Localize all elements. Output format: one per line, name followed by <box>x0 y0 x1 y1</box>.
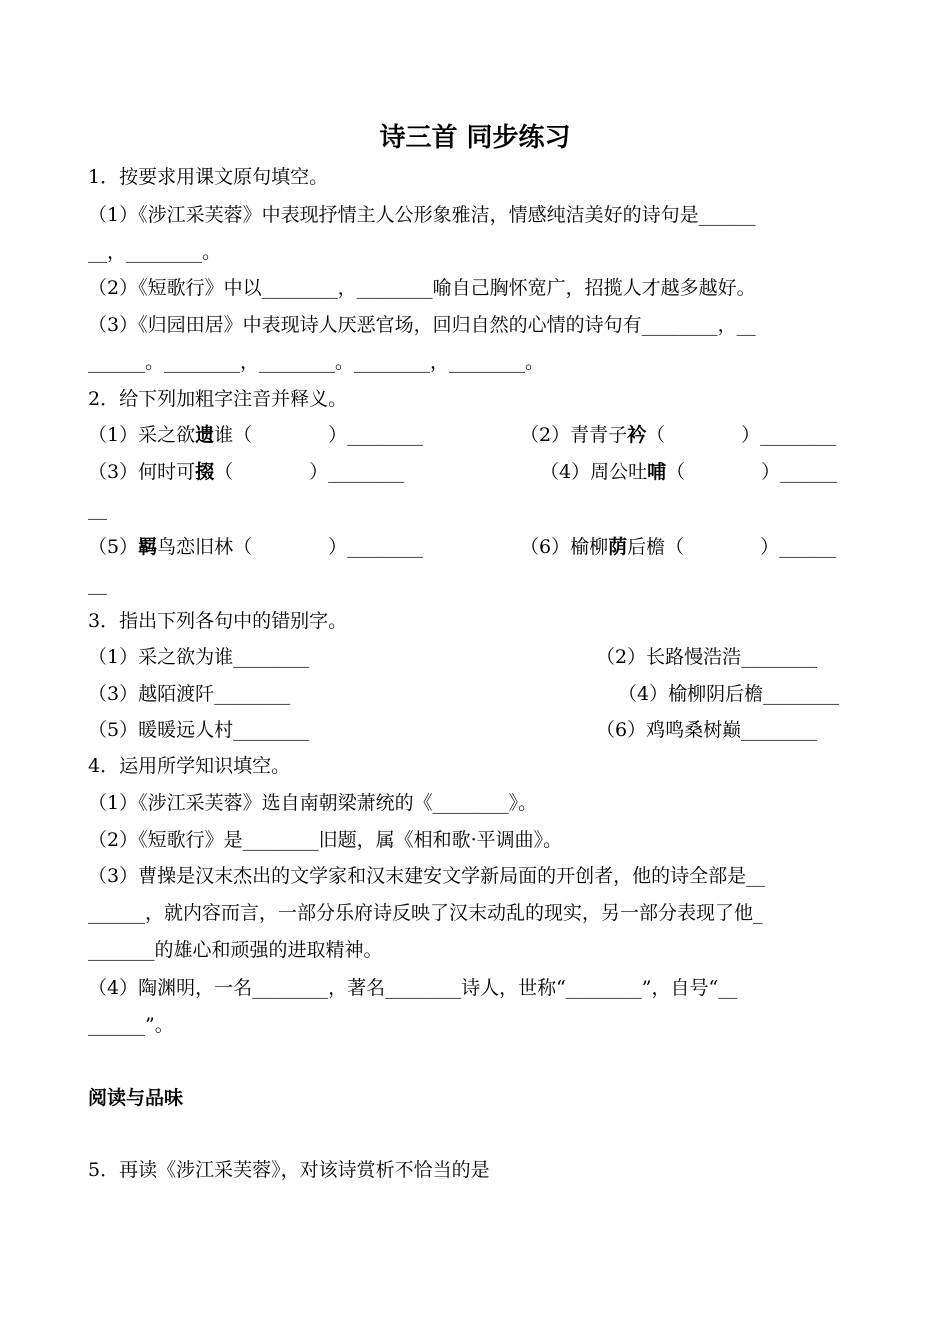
q2-item-4-post: （ ）______ <box>666 461 838 483</box>
q2-item-2 <box>520 423 836 447</box>
q1-item2: （2）《短歌行》中以________，________喻自己胸怀宽广，招揽人才越多越好。 <box>88 277 756 299</box>
q5-header: 5．再读《涉江采芙蓉》，对该诗赏析不恰当的是 <box>88 1159 490 1181</box>
q4-item2: （2）《短歌行》是________旧题，属《相和歌·平调曲》。 <box>88 829 563 851</box>
q3-item-5: （5）暖暖远人村________ <box>88 719 310 741</box>
q2-item-5 <box>88 535 423 559</box>
q2-item-4 <box>540 460 837 484</box>
q2-item-2-post: （ ）________ <box>646 424 837 446</box>
q2-item-1-bold-char: 遗 <box>195 424 215 446</box>
page-title: 诗三首 同步练习 <box>379 123 571 153</box>
q3-item-6: （6）鸡鸣桑树巅________ <box>596 719 818 741</box>
q1-header: 1．按要求用课文原句填空。 <box>88 166 329 188</box>
q2-wrap-line-b: __ <box>88 573 107 595</box>
q2-item-1 <box>88 423 423 447</box>
q4-header: 4．运用所学知识填空。 <box>88 755 291 777</box>
q1-item3-line1: （3）《归园田居》中表现诗人厌恶官场，回归自然的心情的诗句有________，__ <box>88 314 756 336</box>
q4-item1: （1）《涉江采芙蓉》选自南朝梁萧统的《________》。 <box>88 792 538 814</box>
q2-item-1-pre: （1）采之欲 <box>88 424 196 446</box>
q4-item3-line2: ______，就内容而言，一部分乐府诗反映了汉末动乱的现实，另一部分表现了他_ <box>88 902 763 924</box>
q3-item-2: （2）长路慢浩浩________ <box>596 646 818 668</box>
q2-item-3-post: （ ）________ <box>214 461 405 483</box>
q2-item-2-bold-char: 衿 <box>627 424 647 446</box>
q1-item3-line2: ______。________，________。________，________。 <box>88 351 545 373</box>
q1-item1-line2: __，________。 <box>88 241 222 263</box>
q2-header: 2．给下列加粗字注音并释义。 <box>88 388 348 410</box>
q2-item-3 <box>88 460 404 484</box>
q2-item-6 <box>520 535 836 559</box>
q2-item-5-post: 鸟恋旧林（ ）________ <box>157 536 424 558</box>
q1-item1-line1: （1）《涉江采芙蓉》中表现抒情主人公形象雅洁，情感纯洁美好的诗句是______ <box>88 204 756 226</box>
q2-item-2-pre: （2）青青子 <box>520 424 628 446</box>
q2-item-5-bold-char: 羁 <box>138 536 158 558</box>
q2-item-6-pre: （6）榆柳 <box>520 536 609 558</box>
q3-item-1: （1）采之欲为谁________ <box>88 646 310 668</box>
q2-item-1-post: 谁（ ）________ <box>214 424 424 446</box>
q2-wrap-line-a: __ <box>88 498 107 520</box>
q2-item-6-bold-char: 荫 <box>608 536 628 558</box>
q3-item-4: （4）榆柳阴后檐________ <box>618 683 840 705</box>
q3-header: 3．指出下列各句中的错别字。 <box>88 610 348 632</box>
q4-item3-line3: _______的雄心和顽强的进取精神。 <box>88 939 383 961</box>
q2-item-6-post: 后檐（ ）______ <box>627 536 837 558</box>
q2-item-5-pre: （5） <box>88 536 139 558</box>
section-heading-reading: 阅读与品味 <box>88 1087 184 1109</box>
q4-item3-line1: （3）曹操是汉末杰出的文学家和汉末建安文学新局面的开创者，他的诗全部是__ <box>88 865 766 887</box>
q2-item-4-pre: （4）周公吐 <box>540 461 648 483</box>
q2-item-3-pre: （3）何时可 <box>88 461 196 483</box>
q2-item-4-bold-char: 哺 <box>647 461 667 483</box>
q4-item4-line1: （4）陶渊明，一名________，著名________诗人，世称“________”，自号“__ <box>88 977 738 999</box>
q2-item-3-bold-char: 掇 <box>195 461 215 483</box>
q4-item4-line2: ______”。 <box>88 1014 174 1036</box>
q3-item-3: （3）越陌渡阡________ <box>88 683 291 705</box>
